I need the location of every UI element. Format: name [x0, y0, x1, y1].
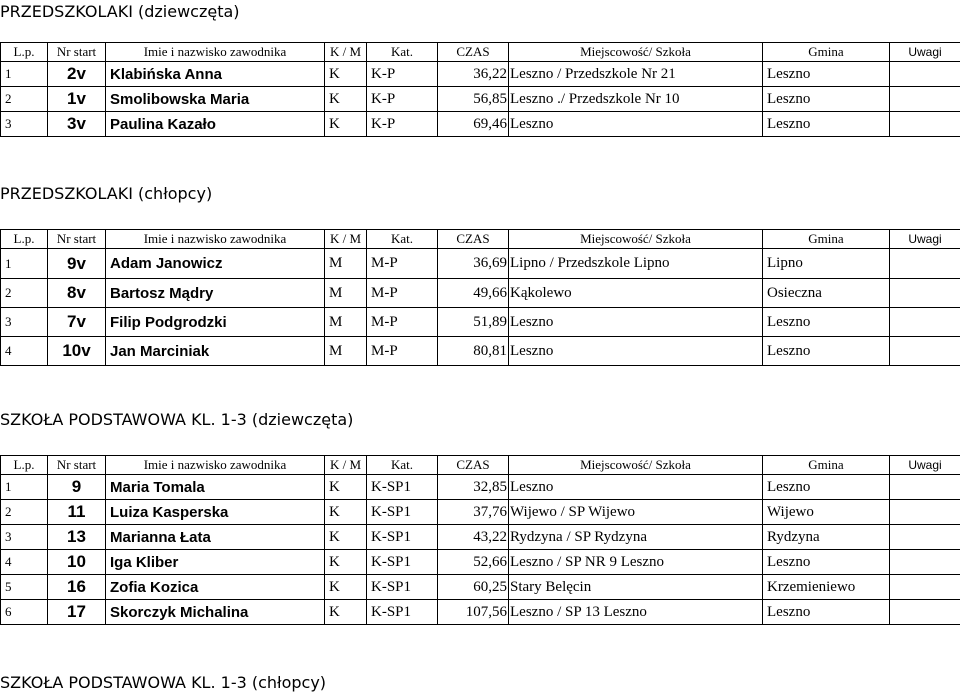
- header-name: Imie i nazwisko zawodnika: [106, 230, 325, 249]
- cell-notes: [890, 575, 960, 600]
- cell-lp: 5: [1, 575, 48, 600]
- section-title-preschool-girls: PRZEDSZKOLAKI (dziewczęta): [0, 2, 240, 21]
- header-nr-start: Nr start: [48, 43, 106, 62]
- cell-time: 36,22: [438, 62, 509, 87]
- cell-name: Paulina Kazało: [106, 112, 325, 137]
- table-row: [1, 87, 960, 112]
- cell-town-school: Leszno / SP NR 9 Leszno: [509, 550, 763, 575]
- cell-lp: 2: [1, 500, 48, 525]
- header-time: CZAS: [438, 43, 509, 62]
- cell-town-school: Wijewo / SP Wijewo: [509, 500, 763, 525]
- header-notes: Uwagi: [890, 43, 960, 62]
- cell-category: K-P: [367, 87, 438, 112]
- table-header-row: [1, 230, 960, 249]
- cell-town-school: Leszno: [509, 308, 763, 337]
- cell-town-school: Stary Belęcin: [509, 575, 763, 600]
- cell-category: K-P: [367, 112, 438, 137]
- cell-gender: K: [325, 575, 367, 600]
- cell-notes: [890, 308, 960, 337]
- cell-notes: [890, 600, 960, 625]
- cell-name: Adam Janowicz: [106, 249, 325, 279]
- header-town-school: Miejscowość/ Szkoła: [509, 456, 763, 475]
- cell-commune: Leszno: [763, 87, 890, 112]
- cell-lp: 1: [1, 249, 48, 279]
- cell-nr-start: 10v: [48, 337, 106, 366]
- cell-gender: M: [325, 337, 367, 366]
- table-row: [1, 337, 960, 366]
- cell-notes: [890, 112, 960, 137]
- cell-category: K-P: [367, 62, 438, 87]
- cell-commune: Lipno: [763, 249, 890, 279]
- cell-name: Zofia Kozica: [106, 575, 325, 600]
- table-row: [1, 575, 960, 600]
- header-category: Kat.: [367, 230, 438, 249]
- cell-commune: Leszno: [763, 112, 890, 137]
- header-time: CZAS: [438, 230, 509, 249]
- cell-category: M-P: [367, 337, 438, 366]
- cell-time: 37,76: [438, 500, 509, 525]
- cell-gender: K: [325, 87, 367, 112]
- cell-notes: [890, 279, 960, 308]
- cell-lp: 2: [1, 87, 48, 112]
- cell-notes: [890, 500, 960, 525]
- cell-category: K-SP1: [367, 550, 438, 575]
- header-time: CZAS: [438, 456, 509, 475]
- cell-time: 43,22: [438, 525, 509, 550]
- cell-name: Jan Marciniak: [106, 337, 325, 366]
- cell-nr-start: 1v: [48, 87, 106, 112]
- table-row: [1, 112, 960, 137]
- cell-time: 80,81: [438, 337, 509, 366]
- cell-town-school: Lipno / Przedszkole Lipno: [509, 249, 763, 279]
- cell-name: Smolibowska Maria: [106, 87, 325, 112]
- header-category: Kat.: [367, 456, 438, 475]
- cell-time: 107,56: [438, 600, 509, 625]
- cell-nr-start: 3v: [48, 112, 106, 137]
- cell-gender: K: [325, 550, 367, 575]
- cell-lp: 3: [1, 525, 48, 550]
- cell-lp: 4: [1, 550, 48, 575]
- cell-nr-start: 11: [48, 500, 106, 525]
- cell-nr-start: 9: [48, 475, 106, 500]
- cell-nr-start: 17: [48, 600, 106, 625]
- cell-town-school: Leszno: [509, 337, 763, 366]
- cell-nr-start: 13: [48, 525, 106, 550]
- cell-town-school: Leszno / Przedszkole Nr 21: [509, 62, 763, 87]
- header-gender: K / M: [325, 230, 367, 249]
- cell-commune: Leszno: [763, 337, 890, 366]
- header-name: Imie i nazwisko zawodnika: [106, 456, 325, 475]
- cell-town-school: Leszno: [509, 475, 763, 500]
- cell-lp: 4: [1, 337, 48, 366]
- cell-gender: M: [325, 279, 367, 308]
- header-lp: L.p.: [1, 43, 48, 62]
- table-row: [1, 62, 960, 87]
- cell-name: Skorczyk Michalina: [106, 600, 325, 625]
- table-header-row: [1, 456, 960, 475]
- cell-town-school: Rydzyna / SP Rydzyna: [509, 525, 763, 550]
- cell-time: 36,69: [438, 249, 509, 279]
- cell-nr-start: 10: [48, 550, 106, 575]
- cell-name: Marianna Łata: [106, 525, 325, 550]
- cell-commune: Rydzyna: [763, 525, 890, 550]
- header-lp: L.p.: [1, 230, 48, 249]
- table-row: [1, 249, 960, 279]
- header-commune: Gmina: [763, 43, 890, 62]
- cell-commune: Leszno: [763, 600, 890, 625]
- cell-nr-start: 7v: [48, 308, 106, 337]
- cell-commune: Leszno: [763, 550, 890, 575]
- cell-time: 60,25: [438, 575, 509, 600]
- section-title-school-boys: SZKOŁA PODSTAWOWA KL. 1-3 (chłopcy): [0, 673, 327, 692]
- cell-category: K-SP1: [367, 575, 438, 600]
- cell-category: K-SP1: [367, 475, 438, 500]
- cell-commune: Leszno: [763, 308, 890, 337]
- cell-category: M-P: [367, 249, 438, 279]
- cell-name: Klabińska Anna: [106, 62, 325, 87]
- cell-nr-start: 2v: [48, 62, 106, 87]
- table-row: [1, 500, 960, 525]
- section-title-preschool-boys: PRZEDSZKOLAKI (chłopcy): [0, 184, 213, 203]
- cell-commune: Osieczna: [763, 279, 890, 308]
- header-gender: K / M: [325, 456, 367, 475]
- table-row: [1, 550, 960, 575]
- table-row: [1, 600, 960, 625]
- cell-time: 32,85: [438, 475, 509, 500]
- cell-nr-start: 16: [48, 575, 106, 600]
- header-town-school: Miejscowość/ Szkoła: [509, 43, 763, 62]
- header-category: Kat.: [367, 43, 438, 62]
- header-notes: Uwagi: [890, 456, 960, 475]
- cell-town-school: Leszno / SP 13 Leszno: [509, 600, 763, 625]
- cell-notes: [890, 87, 960, 112]
- cell-lp: 3: [1, 308, 48, 337]
- cell-commune: Leszno: [763, 62, 890, 87]
- cell-lp: 1: [1, 62, 48, 87]
- results-table-preschool-boys: [0, 229, 960, 366]
- cell-gender: K: [325, 525, 367, 550]
- cell-time: 49,66: [438, 279, 509, 308]
- cell-category: K-SP1: [367, 500, 438, 525]
- cell-town-school: Leszno: [509, 112, 763, 137]
- cell-category: M-P: [367, 279, 438, 308]
- cell-name: Bartosz Mądry: [106, 279, 325, 308]
- cell-time: 69,46: [438, 112, 509, 137]
- cell-category: K-SP1: [367, 525, 438, 550]
- cell-time: 56,85: [438, 87, 509, 112]
- cell-name: Iga Kliber: [106, 550, 325, 575]
- header-name: Imie i nazwisko zawodnika: [106, 43, 325, 62]
- header-nr-start: Nr start: [48, 456, 106, 475]
- header-commune: Gmina: [763, 456, 890, 475]
- cell-notes: [890, 337, 960, 366]
- cell-time: 51,89: [438, 308, 509, 337]
- cell-commune: Leszno: [763, 475, 890, 500]
- cell-lp: 6: [1, 600, 48, 625]
- cell-notes: [890, 249, 960, 279]
- cell-commune: Krzemieniewo: [763, 575, 890, 600]
- header-town-school: Miejscowość/ Szkoła: [509, 230, 763, 249]
- cell-time: 52,66: [438, 550, 509, 575]
- table-header-row: [1, 43, 960, 62]
- cell-gender: M: [325, 249, 367, 279]
- cell-lp: 1: [1, 475, 48, 500]
- cell-town-school: Kąkolewo: [509, 279, 763, 308]
- header-gender: K / M: [325, 43, 367, 62]
- header-notes: Uwagi: [890, 230, 960, 249]
- cell-gender: M: [325, 308, 367, 337]
- cell-gender: K: [325, 500, 367, 525]
- cell-gender: K: [325, 62, 367, 87]
- table-row: [1, 279, 960, 308]
- cell-name: Luiza Kasperska: [106, 500, 325, 525]
- results-table-school-girls: [0, 455, 960, 625]
- header-commune: Gmina: [763, 230, 890, 249]
- cell-nr-start: 9v: [48, 249, 106, 279]
- table-row: [1, 525, 960, 550]
- cell-notes: [890, 475, 960, 500]
- cell-lp: 3: [1, 112, 48, 137]
- cell-category: M-P: [367, 308, 438, 337]
- cell-gender: K: [325, 112, 367, 137]
- cell-name: Filip Podgrodzki: [106, 308, 325, 337]
- cell-category: K-SP1: [367, 600, 438, 625]
- cell-nr-start: 8v: [48, 279, 106, 308]
- results-table-preschool-girls: [0, 42, 960, 137]
- cell-notes: [890, 525, 960, 550]
- cell-town-school: Leszno ./ Przedszkole Nr 10: [509, 87, 763, 112]
- table-row: [1, 308, 960, 337]
- cell-gender: K: [325, 600, 367, 625]
- cell-commune: Wijewo: [763, 500, 890, 525]
- cell-name: Maria Tomala: [106, 475, 325, 500]
- section-title-school-girls: SZKOŁA PODSTAWOWA KL. 1-3 (dziewczęta): [0, 410, 354, 429]
- header-nr-start: Nr start: [48, 230, 106, 249]
- cell-gender: K: [325, 475, 367, 500]
- header-lp: L.p.: [1, 456, 48, 475]
- cell-lp: 2: [1, 279, 48, 308]
- cell-notes: [890, 550, 960, 575]
- cell-notes: [890, 62, 960, 87]
- table-row: [1, 475, 960, 500]
